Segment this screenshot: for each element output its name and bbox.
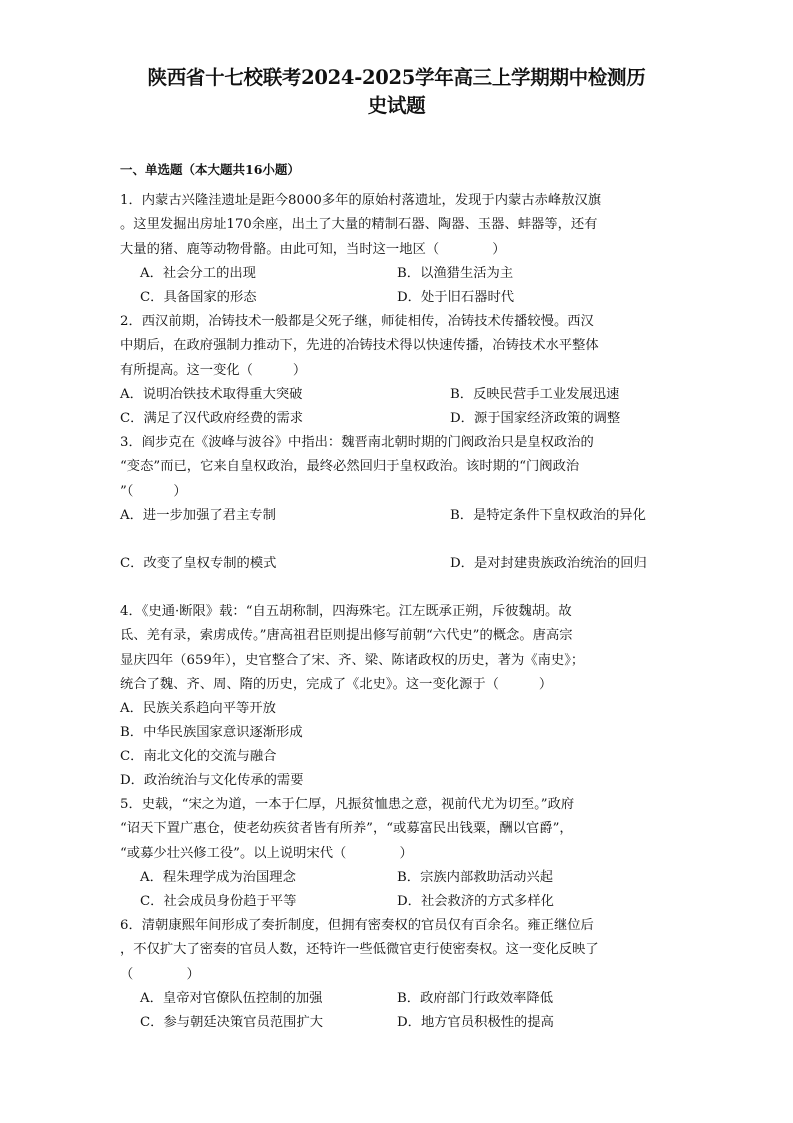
question-3-line-2: “变态”而已，它来自皇权政治，最终必然回归于皇权政治。该时期的“门阀政治 xyxy=(120,459,580,475)
question-3-line-1: 3．阎步克在《波峰与波谷》中指出：魏晋南北朝时期的门阀政治只是皇权政治的 xyxy=(120,435,594,450)
question-4-option-a[interactable]: A．民族关系趋向平等开放 xyxy=(120,701,276,716)
question-5-option-b[interactable]: B．宗族内部救助活动兴起 xyxy=(397,870,554,885)
question-6-option-d[interactable]: D．地方官员积极性的提高 xyxy=(397,1015,554,1030)
question-4-line-3: 显庆四年（659年），史官整合了宋、齐、梁、陈诸政权的历史，著为《南史》； xyxy=(120,652,585,668)
question-1-line-2: 。这里发掘出房址170余座，出土了大量的精制石器、陶器、玉器、蚌器等，还有 xyxy=(120,217,598,233)
question-6-stem xyxy=(120,914,675,987)
question-4-stem xyxy=(120,600,675,697)
question-5-stem xyxy=(120,793,675,866)
question-5-option-d[interactable]: D．社会救济的方式多样化 xyxy=(397,894,554,909)
question-1-line-1: 1．内蒙古兴隆洼遗址是距今8000多年的原始村落遗址，发现于内蒙古赤峰敖汉旗 xyxy=(120,193,602,208)
question-1-option-b[interactable]: B．以渔猎生活为主 xyxy=(397,266,514,281)
title-line-1: 陕西省十七校联考2024-2025学年高三上学期期中检测历 xyxy=(147,66,646,89)
question-4-option-b[interactable]: B．中华民族国家意识逐渐形成 xyxy=(120,725,303,740)
question-3-line-3: ”（ ） xyxy=(120,483,187,499)
question-3-option-c[interactable]: C．改变了皇权专制的模式 xyxy=(120,556,277,571)
question-1-option-a[interactable]: A．社会分工的出现 xyxy=(140,266,256,281)
question-1-line-3: 大量的猪、鹿等动物骨骼。由此可知，当时这一地区（ ） xyxy=(120,241,506,257)
question-5-line-2: “诏天下置广惠仓，使老幼疾贫者皆有所养”，“或募富民出钱粟，酬以官爵”， xyxy=(120,821,573,837)
question-2-line-2: 中期后，在政府强制力推动下，先进的冶铸技术得以快速传播，冶铸技术水平整体 xyxy=(120,338,599,354)
question-4-option-c[interactable]: C．南北文化的交流与融合 xyxy=(120,749,277,764)
question-6-line-2: ，不仅扩大了密奏的官员人数，还特许一些低微官吏行使密奏权。这一变化反映了 xyxy=(120,942,599,958)
question-4-line-2: 氐、羌有录，索虏成传。”唐高祖君臣则提出修写前朝“六代史”的概念。唐高宗 xyxy=(120,628,573,644)
question-6-option-b[interactable]: B．政府部门行政效率降低 xyxy=(397,991,554,1006)
question-2-option-c[interactable]: C．满足了汉代政府经费的需求 xyxy=(120,411,304,426)
question-2-option-d[interactable]: D．源于国家经济政策的调整 xyxy=(450,411,621,426)
question-2-option-b[interactable]: B．反映民营手工业发展迅速 xyxy=(450,387,620,402)
question-3-option-b[interactable]: B．是特定条件下皇权政治的异化 xyxy=(450,508,646,523)
question-5-line-3: “或募少壮兴修工役”。以上说明宋代（ ） xyxy=(120,845,413,861)
section-header: 一、单选题（本大题共16小题） xyxy=(120,162,300,177)
question-5-line-1: 5．史载，“宋之为道，一本于仁厚，凡振贫恤患之意，视前代尤为切至。”政府 xyxy=(120,797,575,812)
question-3-stem xyxy=(120,431,675,504)
document-title xyxy=(80,64,713,120)
question-6-option-c[interactable]: C．参与朝廷决策官员范围扩大 xyxy=(140,1015,324,1030)
question-1-option-c[interactable]: C．具备国家的形态 xyxy=(140,290,257,305)
question-1-stem xyxy=(120,189,675,262)
question-3-option-a[interactable]: A．进一步加强了君主专制 xyxy=(120,508,276,523)
question-2-line-3: 有所提高。这一变化（ ） xyxy=(120,362,307,378)
question-4-line-1: 4．《史通·断限》载：“自五胡称制，四海殊宅。江左既承正朔，斥彼魏胡。故 xyxy=(120,604,572,619)
question-2-stem xyxy=(120,310,675,383)
question-4-line-4: 统合了魏、齐、周、隋的历史，完成了《北史》。这一变化源于（ ） xyxy=(120,676,553,692)
question-2-line-1: 2．西汉前期，冶铸技术一般都是父死子继，师徒相传，冶铸技术传播较慢。西汉 xyxy=(120,314,594,329)
question-4-option-d[interactable]: D．政治统治与文化传承的需要 xyxy=(120,773,304,788)
title-line-2: 史试题 xyxy=(367,94,426,117)
question-3-option-d[interactable]: D．是对封建贵族政治统治的回归 xyxy=(450,556,647,571)
question-2-option-a[interactable]: A．说明冶铁技术取得重大突破 xyxy=(120,387,303,402)
question-1-option-d[interactable]: D．处于旧石器时代 xyxy=(397,290,515,305)
question-6-option-a[interactable]: A．皇帝对官僚队伍控制的加强 xyxy=(140,991,323,1006)
question-5-option-a[interactable]: A．程朱理学成为治国理念 xyxy=(140,870,296,885)
question-5-option-c[interactable]: C．社会成员身份趋于平等 xyxy=(140,894,297,909)
question-6-line-1: 6．清朝康熙年间形成了奏折制度，但拥有密奏权的官员仅有百余名。雍正继位后 xyxy=(120,918,594,933)
question-6-line-3: （ ） xyxy=(120,966,200,982)
